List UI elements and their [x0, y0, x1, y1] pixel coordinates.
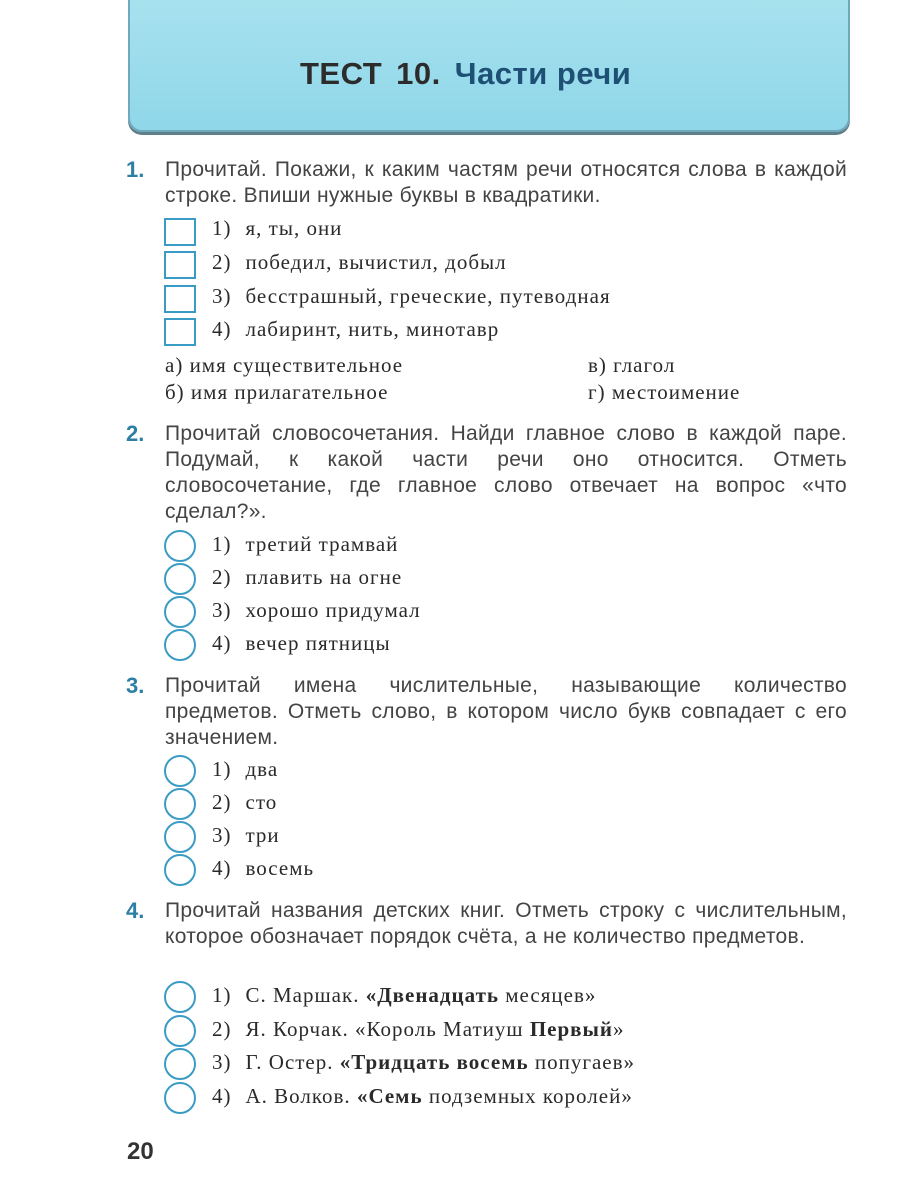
page-number: 20	[127, 1138, 154, 1165]
q1-option-4: 4) лабиринт, нить, минотавр	[212, 317, 500, 341]
q4-option-2: 2) Я. Корчак. «Король Матиуш Первый»	[212, 1017, 625, 1041]
radio-q2-4[interactable]	[164, 629, 196, 661]
question-3-text: Прочитай имена числительные, называющие количество предметов. Отметь слово, в котором число букв совпадает с его значением.	[165, 674, 847, 749]
part-of-speech-v: в) глагол	[588, 353, 676, 377]
part-of-speech-a: а) имя существительное	[165, 353, 404, 377]
q2-option-3: 3) хорошо придумал	[212, 598, 421, 622]
q1-option-1: 1) я, ты, они	[212, 216, 343, 240]
answer-box-1[interactable]	[164, 218, 196, 246]
radio-q4-1[interactable]	[164, 981, 196, 1013]
q2-option-1: 1) третий трамвай	[212, 532, 399, 556]
radio-q4-3[interactable]	[164, 1048, 196, 1080]
radio-q4-4[interactable]	[164, 1082, 196, 1114]
question-4-number: 4.	[126, 898, 145, 923]
q3-option-3: 3) три	[212, 823, 280, 847]
test-label: ТЕСТ	[300, 56, 383, 91]
answer-box-2[interactable]	[164, 251, 196, 279]
question-2-text: Прочитай словосочетания. Найди главное слово в каждой паре. Подумай, к какой части речи оно относится. Отметь словосочетание, где главное слово отвечает на вопрос «что сделал?».	[165, 422, 847, 523]
q3-option-4: 4) восемь	[212, 856, 315, 880]
radio-q4-2[interactable]	[164, 1015, 196, 1047]
question-2-number: 2.	[126, 421, 145, 446]
q4-option-3: 3) Г. Остер. «Тридцать восемь попугаев»	[212, 1050, 636, 1074]
radio-q2-2[interactable]	[164, 563, 196, 595]
part-of-speech-g: г) местоимение	[588, 380, 741, 404]
question-3-number: 3.	[126, 673, 145, 698]
test-number: 10.	[396, 56, 441, 91]
page-title	[300, 56, 631, 92]
radio-q3-2[interactable]	[164, 788, 196, 820]
radio-q2-1[interactable]	[164, 530, 196, 562]
question-1-number: 1.	[126, 157, 145, 182]
q3-option-2: 2) сто	[212, 790, 278, 814]
radio-q3-4[interactable]	[164, 854, 196, 886]
answer-box-3[interactable]	[164, 285, 196, 313]
part-of-speech-b: б) имя прилагательное	[165, 380, 389, 404]
question-1-text: Прочитай. Покажи, к каким частям речи относятся слова в каждой строке. Впиши нужные буквы в квадратики.	[165, 158, 847, 207]
q4-option-1: 1) С. Маршак. «Двенадцать месяцев»	[212, 983, 597, 1007]
q2-option-4: 4) вечер пятницы	[212, 631, 391, 655]
q1-option-3: 3) бесстрашный, греческие, путеводная	[212, 284, 611, 308]
q2-option-2: 2) плавить на огне	[212, 565, 403, 589]
q4-option-4: 4) А. Волков. «Семь подземных королей»	[212, 1084, 633, 1108]
q3-option-1: 1) два	[212, 757, 279, 781]
radio-q3-3[interactable]	[164, 821, 196, 853]
question-4-text: Прочитай названия детских книг. Отметь строку с числительным, которое обозначает порядок счёта, а не количество предметов.	[165, 899, 847, 948]
radio-q3-1[interactable]	[164, 755, 196, 787]
q1-option-2: 2) победил, вычистил, добыл	[212, 250, 507, 274]
radio-q2-3[interactable]	[164, 596, 196, 628]
answer-box-4[interactable]	[164, 318, 196, 346]
test-subtitle: Части речи	[454, 56, 632, 91]
